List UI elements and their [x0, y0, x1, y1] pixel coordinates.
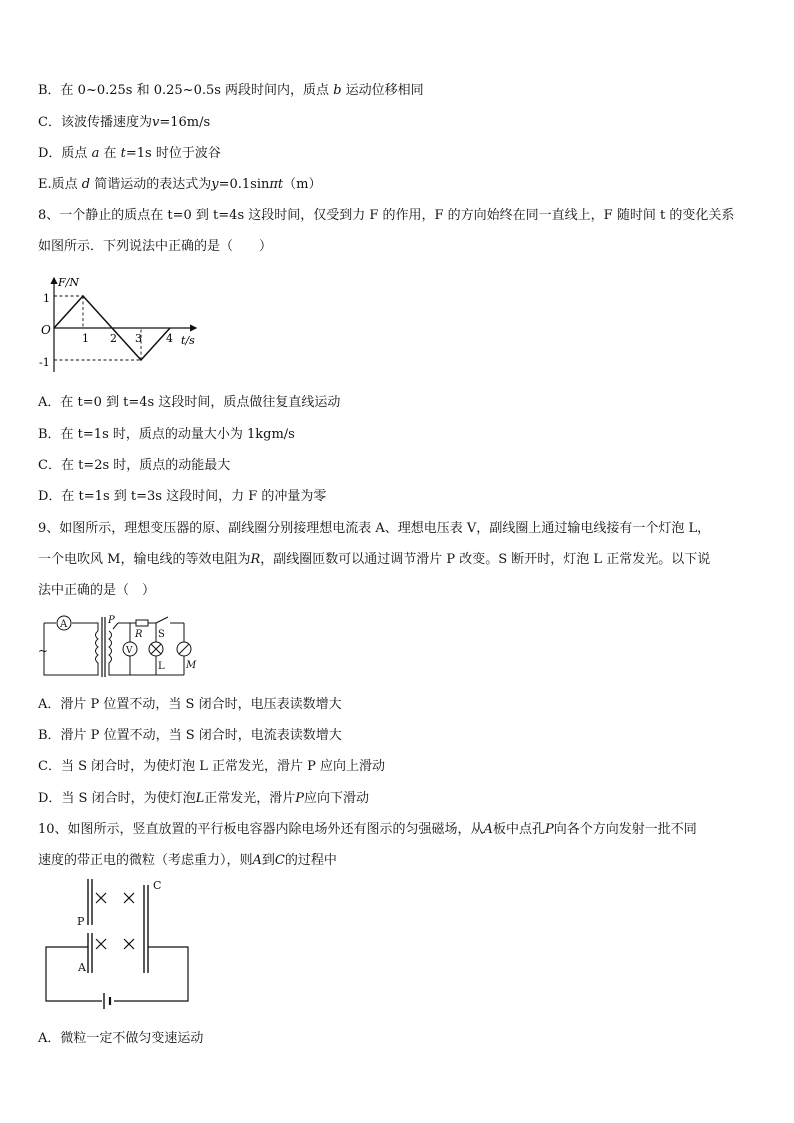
q8-option-d: D．在 t=1s 到 t=3s 这段时间，力 F 的冲量为零: [38, 489, 327, 504]
q10-stem-line2: 速度的带正电的微粒（考虑重力），则A到C的过程中: [38, 853, 337, 868]
plate-c-label: C: [153, 879, 162, 892]
hole-p-label: P: [77, 915, 85, 928]
q9-option-d: D．当 S 闭合时，为使灯泡L正常发光，滑片P应向下滑动: [38, 791, 370, 806]
graph-xlabel: t/s: [181, 334, 195, 347]
ac-source-label: ~: [38, 644, 49, 658]
q7-option-c: C．该波传播速度为v=16m/s: [38, 115, 211, 130]
q7-option-e: E.质点 d 简谐运动的表达式为y=0.1sinπt（m）: [38, 177, 322, 192]
graph-ytick-neg1: -1: [39, 356, 50, 369]
magnetic-field-cross: [96, 893, 106, 903]
resistor-label: R: [135, 629, 143, 640]
q8-option-b: B．在 t=1s 时，质点的动量大小为 1kgm/s: [38, 427, 295, 442]
q9-stem-line1: 9、如图所示，理想变压器的原、副线圈分别接理想电流表 A、理想电压表 V，副线圈上通过输电线接有一个灯泡 L，: [38, 521, 711, 536]
resistor-icon: [136, 620, 148, 626]
q9-option-c: C．当 S 闭合时，为使灯泡 L 正常发光，滑片 P 应向上滑动: [38, 759, 386, 774]
q8-stem-line2: 如图所示．下列说法中正确的是（ ）: [38, 239, 273, 254]
ammeter-label: A: [60, 619, 68, 630]
q9-option-a: A．滑片 P 位置不动，当 S 闭合时，电压表读数增大: [38, 697, 342, 712]
plate-a-label: A: [78, 961, 86, 974]
q9-stem-line3: 法中正确的是（ ）: [38, 583, 156, 598]
q7-option-d: D．质点 a 在 t=1s 时位于波谷: [38, 146, 221, 161]
q9-stem-line2: 一个电吹风 M，输电线的等效电阻为R，副线圈匝数可以通过调节滑片 P 改变。S 断开时，灯泡 L 正常发光。以下说: [38, 552, 711, 567]
graph-xtick-2: 2: [110, 332, 117, 345]
q10-stem-line1: 10、如图所示，竖直放置的平行板电容器内除电场外还有图示的匀强磁场，从A板中点孔P向各个方向发射一批不同: [38, 822, 697, 837]
transformer-circuit: [36, 609, 208, 681]
q8-option-c: C．在 t=2s 时，质点的动能最大: [38, 458, 231, 473]
magnetic-field-cross: [124, 939, 134, 949]
motor-label: M: [186, 660, 197, 671]
graph-ylabel: F/N: [58, 276, 79, 289]
magnetic-field-cross: [124, 893, 134, 903]
switch-icon: [156, 617, 168, 623]
primary-coil: [96, 631, 99, 665]
graph-ytick-1: 1: [43, 292, 50, 305]
graph-xtick-4: 4: [166, 332, 173, 345]
slider-label: P: [108, 615, 115, 626]
q7-option-b: B．在 0~0.25s 和 0.25~0.5s 两段时间内，质点 b 运动位移相同: [38, 83, 424, 98]
secondary-coil: [109, 631, 112, 669]
magnetic-field-cross: [96, 939, 106, 949]
graph-xtick-1: 1: [82, 332, 89, 345]
force-time-graph: [34, 272, 214, 380]
q10-option-a: A．微粒一定不做匀变速运动: [38, 1031, 204, 1046]
switch-label: S: [158, 629, 165, 640]
q8-stem-line1: 8、一个静止的质点在 t=0 到 t=4s 这段时间，仅受到力 F 的作用，F 的方向始终在同一直线上，F 随时间 t 的变化关系: [38, 208, 735, 223]
capacitor-magnetic-field-figure: [40, 875, 200, 1013]
q9-option-b: B．滑片 P 位置不动，当 S 闭合时，电流表读数增大: [38, 728, 342, 743]
lamp-label: L: [158, 661, 165, 672]
graph-origin: O: [41, 323, 51, 337]
graph-xtick-3: 3: [135, 332, 142, 345]
voltmeter-label: V: [126, 646, 133, 656]
q8-option-a: A．在 t=0 到 t=4s 这段时间，质点做往复直线运动: [38, 395, 341, 410]
